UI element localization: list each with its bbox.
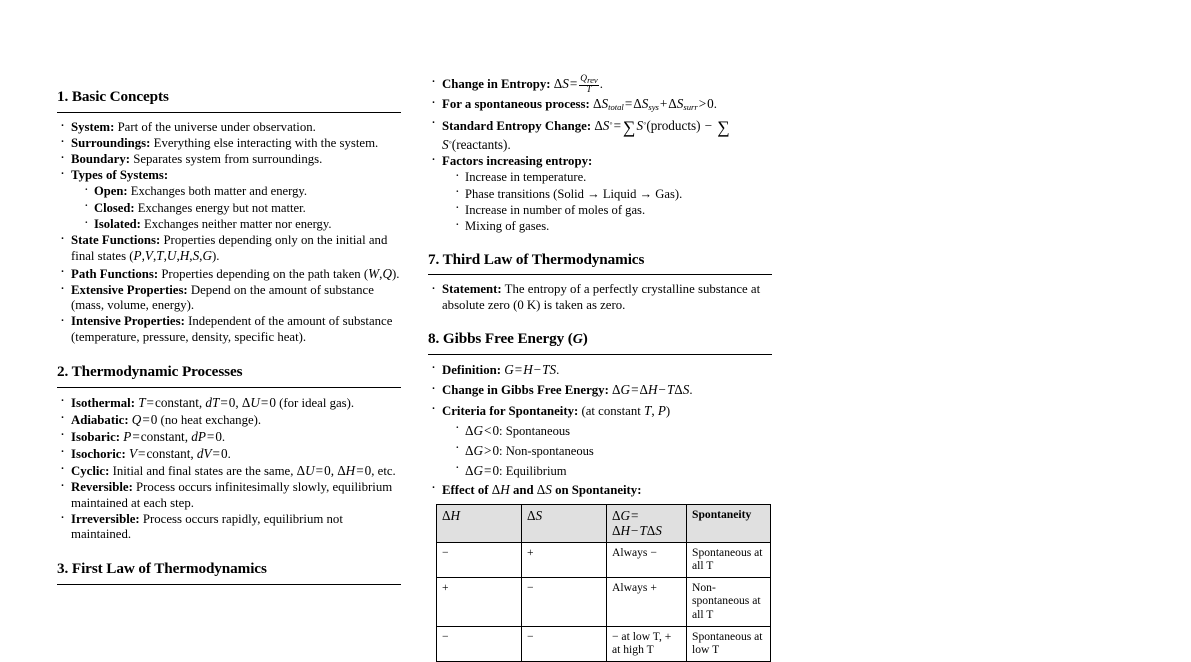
term-isolated: Isolated: <box>94 217 141 232</box>
list-item: · Change in Gibbs Free Energy: ΔG=ΔH−TΔS. <box>428 382 772 399</box>
list-item <box>57 136 401 152</box>
term-types-of-systems: Types of Systems: <box>71 167 169 182</box>
right-column <box>428 74 772 662</box>
left-column <box>57 88 401 592</box>
list-item <box>57 168 401 232</box>
list-item <box>81 183 401 199</box>
cell-delta-h: + <box>437 577 522 626</box>
column-header-delta-g: ΔG= ΔH−TΔS <box>607 504 687 542</box>
table-row <box>437 577 771 626</box>
list-item: · Mixing of gases. <box>452 218 772 234</box>
list-third-law <box>428 282 772 313</box>
spacer <box>428 235 772 251</box>
table-row <box>437 542 771 577</box>
list-item: · ΔG=0: Equilibrium <box>452 461 772 481</box>
math-state-variables: P <box>133 248 142 264</box>
term-statement: Statement: <box>442 282 502 297</box>
list-item <box>428 154 772 235</box>
list-item <box>57 120 401 136</box>
term-isochoric: Isochoric: <box>71 446 126 461</box>
term-isothermal: Isothermal: <box>71 395 135 410</box>
table-header-row <box>437 504 771 542</box>
list-item: · ΔG>0: Non-spontaneous <box>452 441 772 461</box>
term-reversible: Reversible: <box>71 479 133 494</box>
list-item <box>428 282 772 313</box>
spontaneity-table <box>436 504 771 662</box>
term-intensive-properties: Intensive Properties: <box>71 314 185 329</box>
text-surroundings: Everything else interacting with the system. <box>153 135 379 150</box>
list-item: · Cyclic: Initial and final states are the same, ΔU=0, ΔH=0, etc. <box>57 463 401 480</box>
term-state-functions: State Functions: <box>71 232 161 247</box>
list-item: · Isobaric: P=constant, dP=0. <box>57 429 401 446</box>
list-item <box>57 283 401 314</box>
cell-delta-s: − <box>522 577 607 626</box>
heading-suffix: ) <box>582 330 588 348</box>
list-item <box>81 216 401 232</box>
term-cyclic: Cyclic: <box>71 463 110 478</box>
text-state-functions: Properties depending only on the initial and final states ( <box>71 232 388 264</box>
list-basic-concepts <box>57 120 401 346</box>
spacer <box>57 346 401 363</box>
text-statement: The entropy of a perfectly crystalline substance at absolute zero (0 K) is taken as zero. <box>442 282 761 313</box>
term-closed: Closed: <box>94 200 135 215</box>
term-definition: Definition: <box>442 362 502 377</box>
section-heading-basic-concepts: 1. Basic Concepts <box>57 88 169 105</box>
section-rule <box>57 584 401 585</box>
term-spontaneous-process: For a spontaneous process: <box>442 97 590 112</box>
list-item: · Increase in number of moles of gas. <box>452 202 772 218</box>
text-extensive-properties: Depend on the amount of substance (mass, volume, energy). <box>71 282 374 313</box>
column-header-delta-s: ΔS <box>522 504 607 542</box>
list-item <box>57 480 401 511</box>
sublist-types-of-systems <box>71 183 401 232</box>
term-path-functions: Path Functions: <box>71 266 159 281</box>
cell-spontaneity: Spontaneous at all T <box>687 542 771 577</box>
list-item: · ΔG<0: Spontaneous <box>452 421 772 441</box>
section-rule <box>428 354 772 355</box>
text-intensive-properties: Independent of the amount of substance (temperature, pressure, density, specific heat). <box>71 314 393 344</box>
sublist-criteria-spontaneity <box>442 419 772 481</box>
list-item: · Change in Entropy: ΔS= $\frac{\text{Qrev}}{T}$ . <box>428 75 772 96</box>
cell-delta-g: Always − <box>607 542 687 577</box>
term-extensive-properties: Extensive Properties: <box>71 282 188 297</box>
heading-math-g: G <box>572 332 583 348</box>
list-item: · State Functions: Properties depending only on the initial and final states (P,V,T,U,H,S,G). <box>57 233 401 265</box>
text-system: Part of the universe under observation. <box>117 119 316 134</box>
text-closed: Exchanges energy but not matter. <box>137 200 306 215</box>
term-boundary: Boundary: <box>71 151 131 166</box>
sublist-factors-increasing-entropy <box>442 169 772 234</box>
text-boundary: Separates system from surroundings. <box>133 151 323 166</box>
term-factors-increasing-entropy: Factors increasing entropy: <box>442 153 593 168</box>
section-heading-third-law: 7. Third Law of Thermodynamics <box>428 250 645 268</box>
table-row <box>437 626 771 661</box>
fraction-qrev-over-t <box>579 75 598 96</box>
cell-spontaneity: Spontaneous at low T <box>687 626 771 661</box>
cell-delta-g: Always + <box>607 577 687 626</box>
column-header-delta-h: ΔH <box>437 504 522 542</box>
list-item: · For a spontaneous process: $\Delta S_{total}=\Delta S_{sys}+\Delta S_{surr}>0$. <box>428 96 772 116</box>
term-change-in-gibbs-free-energy: Change in Gibbs Free Energy: <box>442 383 609 398</box>
cell-delta-s: − <box>522 626 607 661</box>
list-item <box>57 314 401 345</box>
section-rule <box>57 387 401 388</box>
section-heading-thermodynamic-processes: 2. Thermodynamic Processes <box>57 362 243 380</box>
term-isobaric: Isobaric: <box>71 429 121 444</box>
cell-delta-s: + <box>522 542 607 577</box>
column-header-spontaneity: Spontaneity <box>687 504 771 542</box>
two-column-layout <box>0 74 1191 662</box>
list-item <box>57 512 401 543</box>
text-isolated: Exchanges neither matter nor energy. <box>144 217 332 232</box>
list-entropy <box>428 75 772 234</box>
term-effect-on-spontaneity: Effect of ΔH and ΔS on Spontaneity: <box>442 481 642 497</box>
cell-delta-h: − <box>437 626 522 661</box>
list-item: · Phase transitions (Solid → Liquid → Gas). <box>452 186 772 202</box>
text-irreversible: Process occurs rapidly, equilibrium not maintained. <box>71 511 343 542</box>
cell-delta-g: − at low T, + at high T <box>607 626 687 661</box>
spacer <box>57 543 401 560</box>
fraction-numerator-subscript: rev <box>587 75 598 86</box>
list-item <box>81 200 401 216</box>
section-heading-gibbs-free-energy <box>428 330 772 349</box>
list-item <box>57 152 401 168</box>
term-irreversible: Irreversible: <box>71 511 140 526</box>
fraction-numerator: Q <box>580 74 588 84</box>
list-item: · Isothermal: T=constant, dT=0, ΔU=0 (for ideal gas). <box>57 395 401 412</box>
cell-spontaneity: Non-spontaneous at all T <box>687 577 771 626</box>
list-item: · Path Functions: Properties depending on the path taken (W,Q). <box>57 266 401 283</box>
list-gibbs-free-energy <box>428 362 772 499</box>
term-change-in-entropy: Change in Entropy: <box>442 77 551 92</box>
text-path-functions: Properties depending on the path taken ( <box>161 266 369 281</box>
term-system: System: <box>71 119 115 134</box>
cell-delta-h: − <box>437 542 522 577</box>
fraction-denominator: T <box>586 85 592 95</box>
list-item: · Standard Entropy Change: ΔS◦= ∑S◦(products) − ∑S◦(reactants). <box>428 116 772 153</box>
list-item <box>428 482 772 499</box>
math-path-variables: W <box>368 265 380 281</box>
section-rule <box>428 274 772 275</box>
list-item: · Definition: G=H−TS. <box>428 362 772 379</box>
text-reversible: Process occurs infinitesimally slowly, equilibrium maintained at each step. <box>71 479 393 510</box>
term-surroundings: Surroundings: <box>71 135 151 150</box>
spacer <box>428 314 772 330</box>
list-item: · Increase in temperature. <box>452 169 772 185</box>
term-open: Open: <box>94 184 128 199</box>
list-item: · Isochoric: V=constant, dV=0. <box>57 446 401 463</box>
list-thermodynamic-processes <box>57 395 401 543</box>
term-standard-entropy-change: Standard Entropy Change: <box>442 119 592 134</box>
term-criteria-for-spontaneity: Criteria for Spontaneity: <box>442 403 579 418</box>
tail-path-functions: ). <box>391 266 400 281</box>
section-rule <box>57 112 401 113</box>
term-adiabatic: Adiabatic: <box>71 412 129 427</box>
list-item: · Criteria for Spontaneity: (at constant T, P) · ΔG<0: Spontaneous · ΔG>0: Non-spontaneous · ΔG=0: Equilibrium <box>428 403 772 482</box>
list-item: · Adiabatic: Q=0 (no heat exchange). <box>57 412 401 429</box>
section-heading-first-law: 3. First Law of Thermodynamics <box>57 560 267 578</box>
text-open: Exchanges both matter and energy. <box>130 184 308 199</box>
tail-state-functions: ). <box>211 249 220 264</box>
heading-prefix: 8. Gibbs Free Energy ( <box>428 330 573 348</box>
